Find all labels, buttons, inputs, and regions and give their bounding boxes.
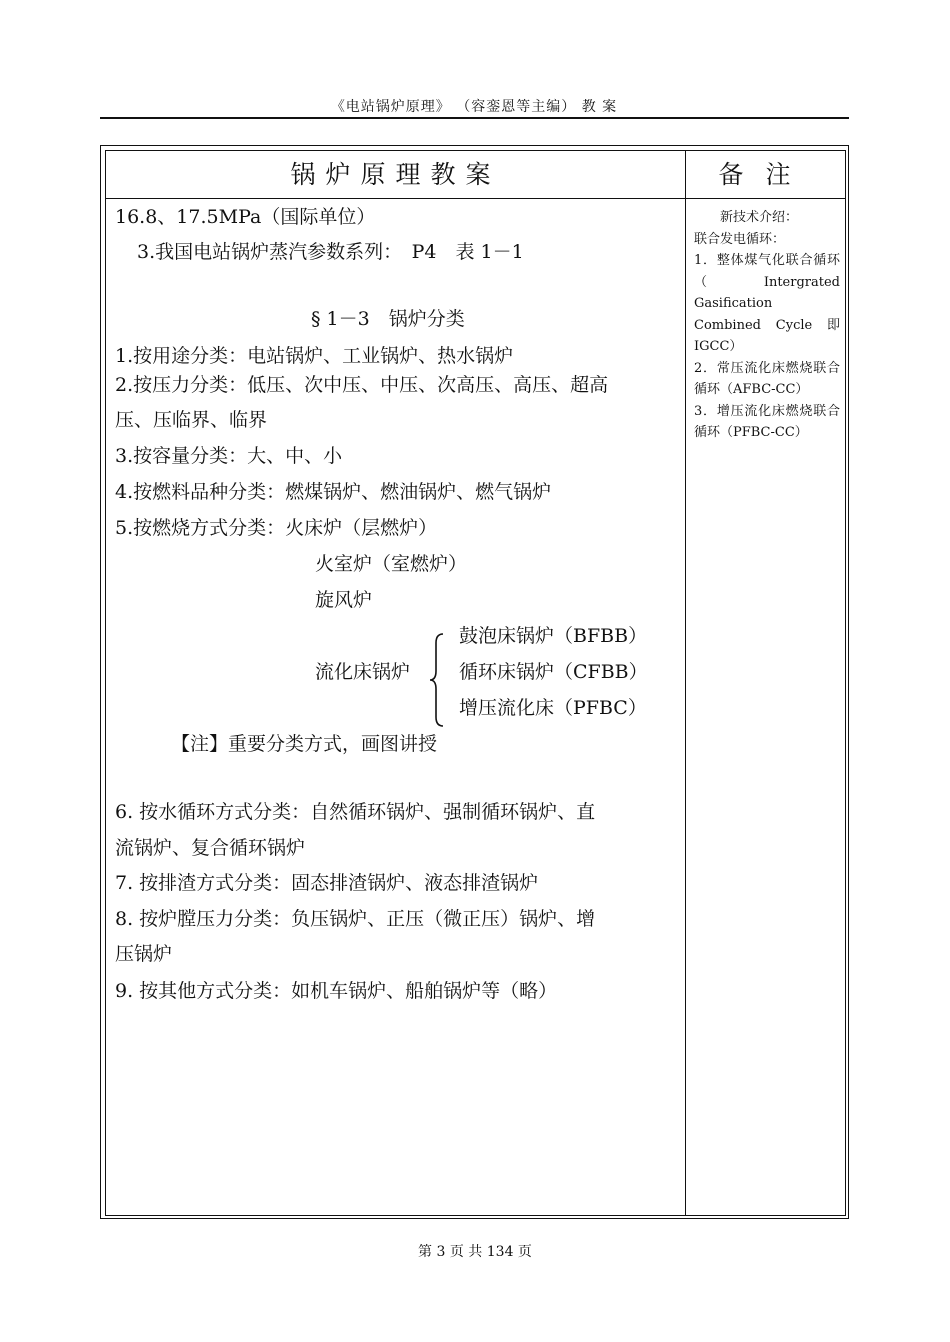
main-column-title: 锅炉原理教案: [290, 160, 501, 189]
remarks-item: 1．整体煤气化联合循环（Intergrated Gasification Combined Cycle 即IGCC）: [694, 253, 840, 354]
classification-6-cont: 流锅炉、复合循环锅炉: [115, 837, 306, 859]
fluid-bed-type: 增压流化床（PFBC）: [459, 697, 647, 719]
classification-3: 3.按容量分类：大、中、小: [115, 445, 343, 467]
note: 【注】重要分类方式，画图讲授: [171, 733, 438, 755]
classification-8-cont: 压锅炉: [115, 943, 173, 965]
classification-2-cont: 压、压临界、临界: [115, 409, 268, 431]
page-header: 《电站锅炉原理》 （容銮恩等主编） 教 案: [330, 99, 618, 115]
classification-5-sub: 流化床锅炉: [315, 661, 411, 683]
classification-6: 6. 按水循环方式分类：自然循环锅炉、强制循环锅炉、直: [115, 801, 596, 823]
classification-9: 9. 按其他方式分类：如机车锅炉、船舶锅炉等（略）: [115, 980, 558, 1002]
remarks-column-title: 备注: [718, 160, 813, 189]
classification-5-sub: 旋风炉: [315, 589, 373, 611]
content-line: 3.我国电站锅炉蒸汽参数系列： P4 表 1－1: [137, 241, 524, 263]
remarks-notes: [694, 207, 840, 444]
lesson-table: [100, 145, 849, 1219]
remarks-heading: 联合发电循环：: [694, 231, 786, 247]
classification-1: 1.按用途分类：电站锅炉、工业锅炉、热水锅炉: [115, 345, 514, 367]
header-rule: [100, 117, 849, 119]
page-footer: 第 3 页 共 134 页: [418, 1244, 532, 1260]
classification-2: 2.按压力分类：低压、次中压、中压、次高压、高压、超高: [115, 374, 609, 396]
remarks-item: 2．常压流化床燃烧联合循环（AFBC-CC）: [694, 360, 840, 397]
classification-5-sub: 火室炉（室燃炉）: [315, 553, 468, 575]
lesson-table-inner: [105, 150, 846, 1216]
lesson-content: [115, 199, 680, 1209]
content-line: 16.8、17.5MPa（国际单位）: [115, 206, 376, 228]
curly-brace: [429, 633, 445, 727]
classification-4: 4.按燃料品种分类：燃煤锅炉、燃油锅炉、燃气锅炉: [115, 481, 552, 503]
section-heading: § 1－3 锅炉分类: [311, 308, 465, 330]
classification-7: 7. 按排渣方式分类：固态排渣锅炉、液态排渣锅炉: [115, 872, 539, 894]
fluid-bed-type: 循环床锅炉（CFBB）: [459, 661, 648, 683]
remarks-intro: 新技术介绍：: [720, 210, 799, 225]
classification-8: 8. 按炉膛压力分类：负压锅炉、正压（微正压）锅炉、增: [115, 908, 596, 930]
remarks-item: 3．增压流化床燃烧联合循环（PFBC-CC）: [694, 403, 840, 440]
classification-5: 5.按燃烧方式分类：火床炉（层燃炉）: [115, 517, 438, 539]
fluid-bed-type: 鼓泡床锅炉（BFBB）: [459, 625, 648, 647]
column-divider: [685, 151, 686, 1215]
